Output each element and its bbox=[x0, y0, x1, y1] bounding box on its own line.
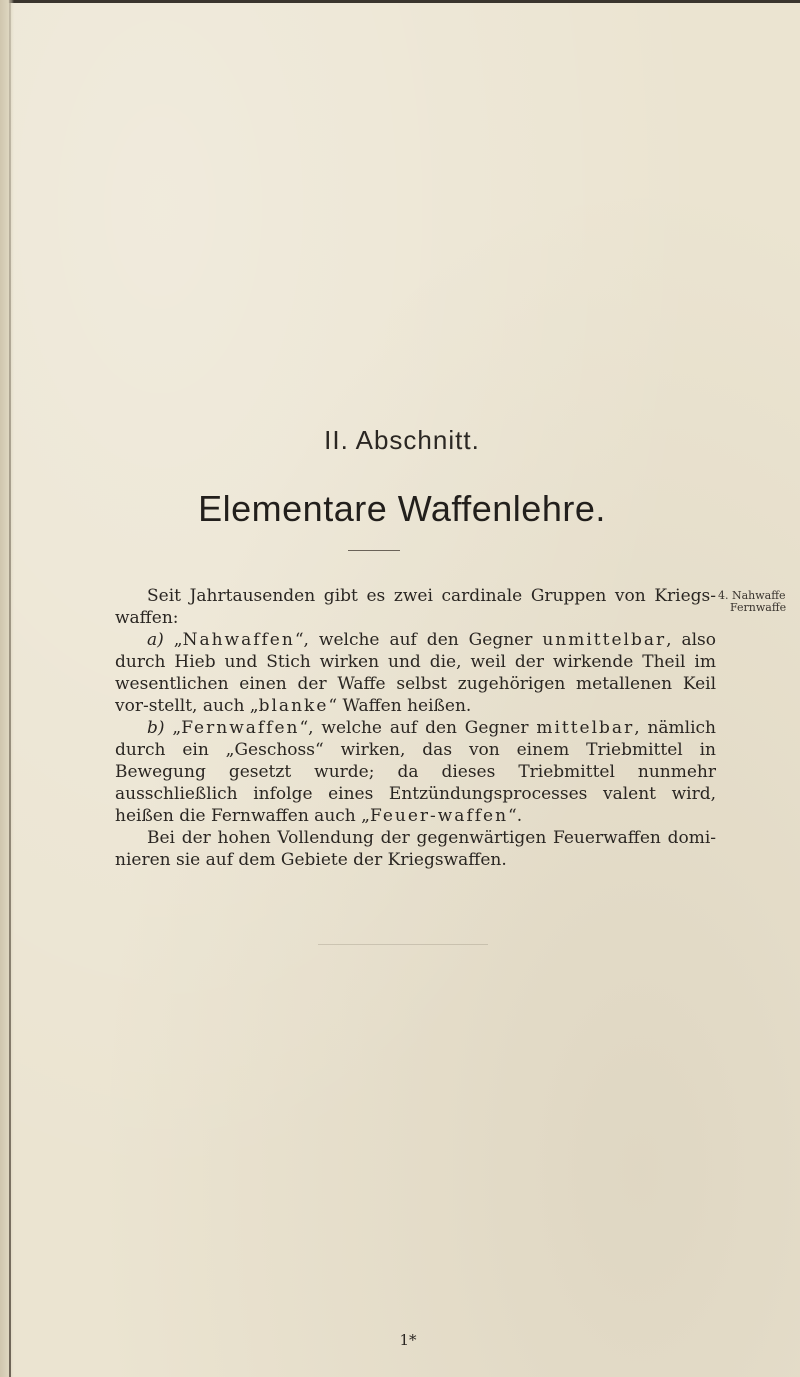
intro-text: Seit Jahrtausenden gibt es zwei cardinale Gruppen von Kriegs-waffen: bbox=[115, 586, 716, 628]
term-mittelbar: mittelbar bbox=[536, 718, 635, 738]
term-nahwaffen: Nahwaffen bbox=[182, 630, 295, 650]
paragraph-b-text-3: “. bbox=[508, 806, 523, 826]
paragraph-b-text-1: “, welche auf den Gegner bbox=[299, 718, 537, 738]
paragraph-a-text-3: “ Waffen heißen. bbox=[328, 696, 472, 716]
item-a-marker: a) bbox=[147, 630, 164, 650]
page-top-edge bbox=[0, 0, 800, 3]
page-left-edge bbox=[0, 0, 14, 1377]
paragraph-a bbox=[115, 629, 716, 717]
chapter-title: Elementare Waffenlehre. bbox=[198, 488, 606, 529]
item-b-marker: b) bbox=[147, 718, 165, 738]
paragraph-closing bbox=[115, 827, 716, 871]
margin-note-line-2: Fernwaffe bbox=[730, 601, 787, 614]
title-divider bbox=[348, 550, 400, 551]
term-fernwaffen: Fernwaffen bbox=[181, 718, 300, 738]
section-label: II. Abschnitt. bbox=[324, 425, 480, 455]
faint-rule bbox=[318, 944, 488, 945]
paragraph-a-text-2: , also durch Hieb und Stich wirken und die, weil der wirkende Theil im wesentlichen einen der Waffe selbst zugehörigen metallenen Keil vor-stellt, auch „ bbox=[115, 630, 717, 716]
paragraph-b bbox=[115, 717, 716, 827]
body-text bbox=[115, 585, 716, 871]
term-unmittelbar: unmittelbar bbox=[542, 630, 667, 650]
quote-open: „ bbox=[173, 630, 183, 650]
term-feuerwaffen: Feuer-waffen bbox=[369, 806, 509, 826]
page-number: 1* bbox=[399, 1331, 417, 1349]
margin-note bbox=[718, 590, 800, 614]
binding-line bbox=[9, 0, 11, 1377]
quote-open: „ bbox=[172, 718, 182, 738]
paragraph-b-text-2: , nämlich durch ein „Geschoss“ wirken, das von einem Triebmittel in Bewegung gesetzt wurde; da dieses Triebmittel nunmehr ausschließlich infolge eines Entzündungsprocesses valent wird, heißen die Fernwaffen auch „ bbox=[115, 718, 717, 826]
paragraph-a-text-1: “, welche auf den Gegner bbox=[294, 630, 543, 650]
closing-text: Bei der hohen Vollendung der gegenwärtigen Feuerwaffen domi-nieren sie auf dem Gebiete der Kriegswaffen. bbox=[115, 828, 716, 870]
margin-note-line-1: 4. Nahwaffe bbox=[718, 590, 786, 602]
paragraph-intro bbox=[115, 585, 716, 629]
term-blanke: blanke bbox=[258, 696, 329, 716]
